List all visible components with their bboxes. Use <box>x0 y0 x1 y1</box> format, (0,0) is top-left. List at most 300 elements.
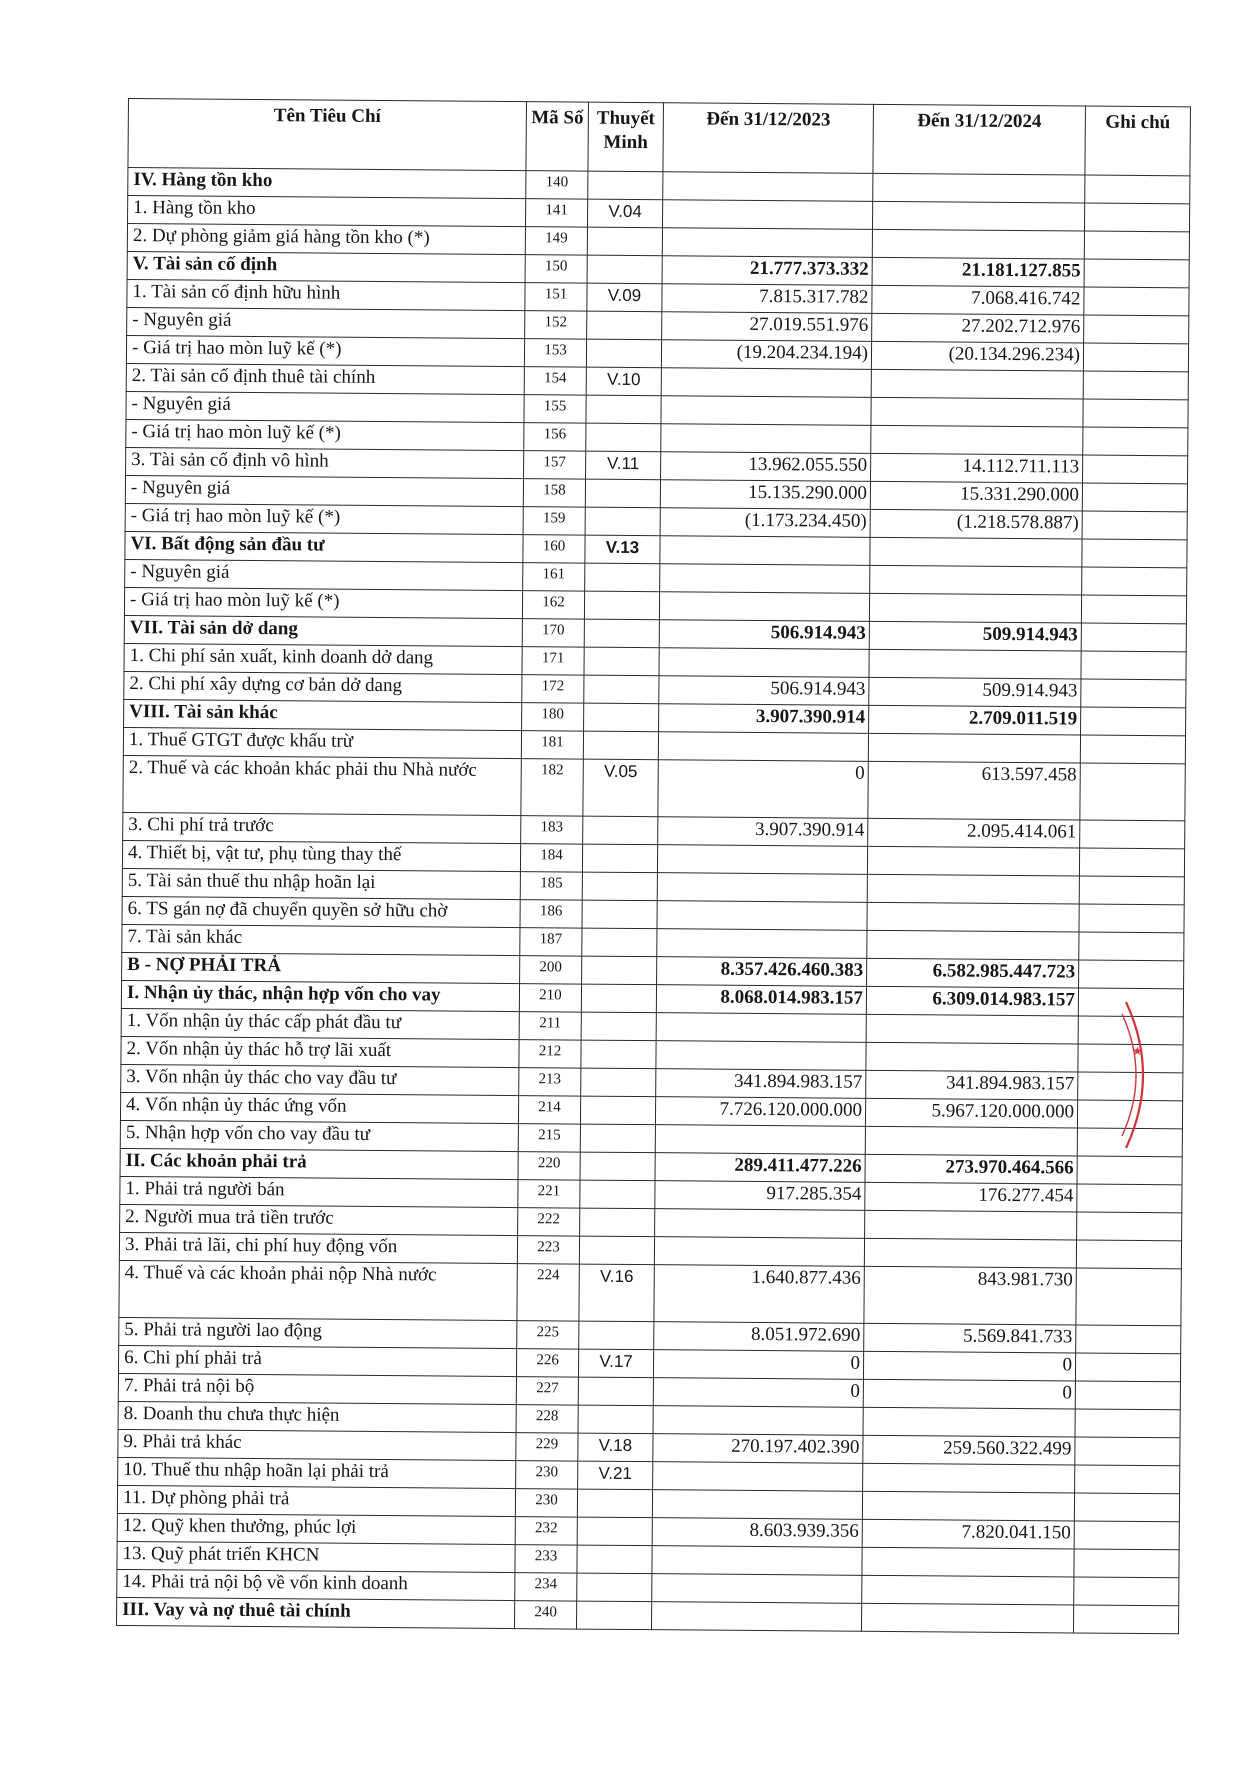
row-name: 2. Dự phòng giảm giá hàng tồn kho (*) <box>127 224 525 255</box>
row-value-2024: 21.181.127.855 <box>872 257 1084 287</box>
row-code: 221 <box>518 1180 580 1208</box>
row-note <box>586 395 661 424</box>
row-value-2023: 8.051.972.690 <box>654 1322 864 1352</box>
header-note: Thuyết Minh <box>588 102 664 172</box>
row-note <box>584 619 659 648</box>
row-value-2024 <box>862 1547 1074 1577</box>
row-note <box>581 984 656 1013</box>
row-remark <box>1081 595 1186 624</box>
row-remark <box>1083 427 1188 456</box>
row-note <box>579 1236 654 1265</box>
row-note <box>580 1152 655 1181</box>
row-name: - Giá trị hao mòn luỹ kế (*) <box>124 587 522 618</box>
row-value-2023: 21.777.373.332 <box>662 256 872 286</box>
row-value-2024: 341.894.983.157 <box>866 1070 1078 1100</box>
row-name: 2. Người mua trả tiền trước <box>120 1204 518 1235</box>
table-header <box>128 99 1191 176</box>
row-value-2023: (19.204.234.194) <box>661 340 871 370</box>
row-code: 211 <box>519 1012 581 1040</box>
row-remark <box>1084 287 1189 316</box>
row-name: 13. Quỹ phát triển KHCN <box>117 1541 515 1572</box>
row-value-2024: (1.218.578.887) <box>870 509 1082 539</box>
row-value-2023: 8.068.014.983.157 <box>656 985 866 1015</box>
row-remark <box>1075 1437 1180 1466</box>
row-remark <box>1084 259 1189 288</box>
row-value-2024: 259.560.322.499 <box>863 1435 1075 1465</box>
row-name: VIII. Tài sản khác <box>124 699 522 730</box>
row-note <box>577 1489 652 1518</box>
row-code: 187 <box>520 928 582 956</box>
row-value-2023 <box>655 1125 865 1155</box>
row-name: 3. Phải trả lãi, chi phí huy động vốn <box>119 1232 517 1263</box>
row-value-2024 <box>867 874 1079 904</box>
row-value-2024 <box>869 593 1081 623</box>
row-note: V.17 <box>578 1349 653 1378</box>
row-value-2024: 14.112.711.113 <box>871 453 1083 483</box>
row-remark <box>1074 1549 1179 1578</box>
row-remark <box>1075 1381 1180 1410</box>
row-value-2023 <box>657 929 867 959</box>
row-remark <box>1080 820 1185 849</box>
row-value-2024 <box>872 229 1084 259</box>
row-code: 140 <box>526 171 588 199</box>
row-name: B - NỢ PHẢI TRẢ <box>122 952 520 983</box>
row-remark <box>1078 988 1183 1017</box>
row-remark <box>1078 1016 1183 1045</box>
row-note: V.16 <box>579 1264 654 1322</box>
row-value-2024: 27.202.712.976 <box>872 313 1084 343</box>
row-value-2023: 0 <box>658 760 868 819</box>
row-remark <box>1084 315 1189 344</box>
row-remark <box>1079 876 1184 905</box>
row-note <box>579 1321 654 1350</box>
row-value-2023 <box>656 1013 866 1043</box>
row-value-2023: 0 <box>653 1350 863 1380</box>
row-code: 213 <box>519 1068 581 1096</box>
row-value-2024: 5.569.841.733 <box>864 1323 1076 1353</box>
row-name: 8. Doanh thu chưa thực hiện <box>118 1401 516 1432</box>
row-note: V.11 <box>586 451 661 480</box>
row-note <box>577 1573 652 1602</box>
row-name: - Nguyên giá <box>125 475 523 506</box>
row-note <box>582 956 657 985</box>
row-note <box>580 1180 655 1209</box>
row-remark <box>1084 231 1189 260</box>
row-note <box>586 423 661 452</box>
row-note <box>581 1012 656 1041</box>
row-name: - Giá trị hao mòn luỹ kế (*) <box>126 419 524 450</box>
row-remark <box>1077 1100 1182 1129</box>
row-value-2023 <box>662 228 872 258</box>
row-code: 158 <box>523 479 585 507</box>
row-code: 160 <box>523 535 585 563</box>
row-value-2024: 843.981.730 <box>864 1266 1076 1325</box>
row-remark <box>1081 679 1186 708</box>
row-name: 3. Tài sản cố định vô hình <box>126 447 524 478</box>
row-name: 1. Chi phí sản xuất, kinh doanh dở dang <box>124 643 522 674</box>
row-remark <box>1082 483 1187 512</box>
row-value-2023: 3.907.390.914 <box>658 817 868 847</box>
row-note <box>588 171 663 200</box>
row-remark <box>1083 455 1188 484</box>
row-code: 172 <box>522 675 584 703</box>
row-code: 183 <box>521 816 583 844</box>
row-value-2024 <box>868 733 1080 763</box>
row-name: 5. Tài sản thuế thu nhập hoãn lại <box>122 868 520 899</box>
row-code: 200 <box>520 956 582 984</box>
row-note <box>583 731 658 760</box>
row-value-2023 <box>661 368 871 398</box>
row-name: 2. Thuế và các khoản khác phải thu Nhà nước <box>123 755 521 815</box>
row-code: 161 <box>523 563 585 591</box>
row-name: - Giá trị hao mòn luỹ kế (*) <box>125 503 523 534</box>
row-name: 7. Phải trả nội bộ <box>118 1373 516 1404</box>
row-value-2023 <box>651 1602 861 1632</box>
row-code: 223 <box>517 1236 579 1264</box>
row-note <box>578 1405 653 1434</box>
row-value-2024: 15.331.290.000 <box>870 481 1082 511</box>
row-code: 152 <box>525 311 587 339</box>
row-value-2023: 8.357.426.460.383 <box>657 957 867 987</box>
row-value-2024 <box>864 1238 1076 1268</box>
row-note <box>581 1040 656 1069</box>
row-value-2023: (1.173.234.450) <box>660 508 870 538</box>
header-row <box>128 99 1191 176</box>
row-value-2023 <box>660 536 870 566</box>
row-value-2024: 6.309.014.983.157 <box>866 986 1078 1016</box>
row-remark <box>1078 1044 1183 1073</box>
row-note <box>584 703 659 732</box>
row-name: 3. Chi phí trả trước <box>123 812 521 843</box>
row-note: V.13 <box>585 535 660 564</box>
row-note <box>578 1377 653 1406</box>
row-value-2023 <box>657 845 867 875</box>
row-code: 186 <box>520 900 582 928</box>
row-name: 6. TS gán nợ đã chuyển quyền sở hữu chờ <box>122 896 520 927</box>
row-code: 181 <box>521 731 583 759</box>
row-remark <box>1075 1409 1180 1438</box>
row-code: 162 <box>522 591 584 619</box>
row-value-2024: 6.582.985.447.723 <box>867 958 1079 988</box>
row-note <box>584 647 659 676</box>
row-name: III. Vay và nợ thuê tài chính <box>117 1597 515 1628</box>
row-remark <box>1079 904 1184 933</box>
row-remark <box>1078 1072 1183 1101</box>
row-value-2024 <box>866 1042 1078 1072</box>
row-code: 229 <box>516 1433 578 1461</box>
row-name: 1. Tài sản cố định hữu hình <box>127 279 525 310</box>
row-remark <box>1083 371 1188 400</box>
row-remark <box>1081 623 1186 652</box>
row-code: 150 <box>525 255 587 283</box>
row-remark <box>1081 651 1186 680</box>
row-value-2024: 2.095.414.061 <box>868 818 1080 848</box>
row-note: V.21 <box>578 1461 653 1490</box>
row-value-2024 <box>862 1491 1074 1521</box>
row-code: 215 <box>518 1124 580 1152</box>
row-remark <box>1076 1325 1181 1354</box>
row-value-2023 <box>657 873 867 903</box>
row-value-2024: 613.597.458 <box>868 761 1080 820</box>
row-value-2023 <box>659 648 869 678</box>
row-code: 228 <box>516 1405 578 1433</box>
row-remark <box>1077 1156 1182 1185</box>
row-name: - Nguyên giá <box>127 307 525 338</box>
row-value-2024 <box>871 397 1083 427</box>
row-note <box>580 1096 655 1125</box>
row-remark <box>1074 1493 1179 1522</box>
row-remark <box>1074 1577 1179 1606</box>
row-value-2024: 7.820.041.150 <box>862 1519 1074 1549</box>
stamp-star-icon: ★ <box>1132 1044 1143 1058</box>
row-value-2024 <box>870 565 1082 595</box>
row-name: VI. Bất động sản đầu tư <box>125 531 523 562</box>
row-value-2024: 7.068.416.742 <box>872 285 1084 315</box>
row-note <box>587 311 662 340</box>
row-note <box>581 1068 656 1097</box>
row-value-2023 <box>653 1406 863 1436</box>
row-note <box>587 227 662 256</box>
row-code: 230 <box>516 1461 578 1489</box>
table-row <box>119 1260 1181 1325</box>
row-value-2023: 13.962.055.550 <box>661 452 871 482</box>
row-value-2024: 0 <box>863 1351 1075 1381</box>
row-code: 226 <box>516 1349 578 1377</box>
row-name: V. Tài sản cố định <box>127 251 525 282</box>
row-code: 171 <box>522 647 584 675</box>
row-value-2024: 509.914.943 <box>869 621 1081 651</box>
row-note <box>582 872 657 901</box>
row-remark <box>1077 1212 1182 1241</box>
row-code: 220 <box>518 1152 580 1180</box>
row-remark <box>1073 1605 1178 1634</box>
row-code: 141 <box>526 199 588 227</box>
row-remark <box>1083 343 1188 372</box>
row-note <box>585 563 660 592</box>
row-value-2024: 2.709.011.519 <box>869 705 1081 735</box>
row-value-2023 <box>654 1237 864 1267</box>
row-note <box>585 507 660 536</box>
row-value-2024 <box>861 1603 1073 1633</box>
row-value-2024 <box>870 537 1082 567</box>
row-value-2024 <box>867 902 1079 932</box>
row-name: 4. Vốn nhận ủy thác ứng vốn <box>120 1092 518 1123</box>
row-name: - Nguyên giá <box>125 559 523 590</box>
table-row <box>123 755 1185 820</box>
row-value-2023: 0 <box>653 1378 863 1408</box>
row-value-2024: (20.134.296.234) <box>871 341 1083 371</box>
row-name: 1. Hàng tồn kho <box>128 196 526 227</box>
row-value-2023: 506.914.943 <box>659 676 869 706</box>
row-code: 222 <box>518 1208 580 1236</box>
row-value-2023 <box>662 200 872 230</box>
row-name: 1. Phải trả người bán <box>120 1176 518 1207</box>
row-remark <box>1080 735 1185 764</box>
row-code: 159 <box>523 507 585 535</box>
row-value-2024 <box>863 1407 1075 1437</box>
row-name: 4. Thiết bị, vật tư, phụ tùng thay thế <box>122 840 520 871</box>
row-value-2023: 289.411.477.226 <box>655 1153 865 1183</box>
row-note <box>584 675 659 704</box>
row-name: 2. Vốn nhận ủy thác hỗ trợ lãi xuất <box>121 1036 519 1067</box>
row-name: 10. Thuế thu nhập hoãn lại phải trả <box>118 1457 516 1488</box>
row-name: VII. Tài sản dở dang <box>124 615 522 646</box>
row-value-2024 <box>872 201 1084 231</box>
row-name: 6. Chi phí phải trả <box>118 1345 516 1376</box>
row-name: 11. Dự phòng phải trả <box>117 1485 515 1516</box>
row-code: 182 <box>521 759 583 816</box>
row-value-2023 <box>657 901 867 931</box>
row-value-2024 <box>867 846 1079 876</box>
row-name: - Nguyên giá <box>126 391 524 422</box>
row-code: 151 <box>525 283 587 311</box>
row-value-2023: 8.603.939.356 <box>652 1518 862 1548</box>
row-name: 1. Thuế GTGT được khấu trừ <box>123 727 521 758</box>
row-remark <box>1074 1521 1179 1550</box>
row-note: V.05 <box>583 759 658 817</box>
row-name: 4. Thuế và các khoản phải nộp Nhà nước <box>119 1260 517 1320</box>
row-code: 156 <box>524 423 586 451</box>
row-value-2024 <box>866 1014 1078 1044</box>
row-code: 185 <box>520 872 582 900</box>
row-name: 1. Vốn nhận ủy thác cấp phát đầu tư <box>121 1008 519 1039</box>
row-name: 9. Phải trả khác <box>118 1429 516 1460</box>
row-value-2023 <box>660 564 870 594</box>
row-code: 153 <box>524 339 586 367</box>
row-value-2024: 5.967.120.000.000 <box>865 1098 1077 1128</box>
row-remark <box>1083 399 1188 428</box>
row-name: 5. Phải trả người lao động <box>119 1317 517 1348</box>
row-value-2024 <box>863 1463 1075 1493</box>
balance-sheet-table <box>116 98 1191 1634</box>
row-code: 230 <box>515 1489 577 1517</box>
row-value-2023 <box>658 732 868 762</box>
row-note <box>576 1601 651 1630</box>
row-remark <box>1077 1184 1182 1213</box>
row-remark <box>1077 1128 1182 1157</box>
row-name: 2. Tài sản cố định thuê tài chính <box>126 363 524 394</box>
row-code: 232 <box>515 1517 577 1545</box>
row-name: 3. Vốn nhận ủy thác cho vay đầu tư <box>121 1064 519 1095</box>
row-name: 2. Chi phí xây dựng cơ bản dở dang <box>124 671 522 702</box>
row-value-2024 <box>862 1575 1074 1605</box>
row-name: - Giá trị hao mòn luỹ kế (*) <box>126 335 524 366</box>
row-value-2023 <box>652 1574 862 1604</box>
row-note <box>584 591 659 620</box>
header-code: Mã Số <box>526 102 589 171</box>
row-value-2023: 270.197.402.390 <box>653 1434 863 1464</box>
row-value-2023: 7.726.120.000.000 <box>655 1097 865 1127</box>
row-value-2023 <box>652 1546 862 1576</box>
row-note: V.09 <box>587 283 662 312</box>
row-remark <box>1082 539 1187 568</box>
row-remark <box>1085 175 1190 204</box>
row-value-2023: 3.907.390.914 <box>659 704 869 734</box>
row-note: V.04 <box>588 199 663 228</box>
row-code: 240 <box>514 1601 576 1629</box>
row-remark <box>1075 1353 1180 1382</box>
row-code: 157 <box>524 451 586 479</box>
header-name: Tên Tiêu Chí <box>128 99 527 171</box>
row-code: 234 <box>515 1573 577 1601</box>
row-value-2023 <box>655 1209 865 1239</box>
table-body <box>117 168 1190 1634</box>
row-value-2024 <box>873 173 1085 203</box>
row-name: I. Nhận ủy thác, nhận hợp vốn cho vay <box>121 980 519 1011</box>
row-value-2023 <box>659 592 869 622</box>
row-value-2024 <box>871 425 1083 455</box>
row-remark <box>1080 763 1185 821</box>
row-value-2023: 506.914.943 <box>659 620 869 650</box>
row-code: 180 <box>522 703 584 731</box>
row-note <box>586 339 661 368</box>
row-remark <box>1079 960 1184 989</box>
row-note <box>577 1545 652 1574</box>
row-note <box>582 844 657 873</box>
row-value-2023 <box>663 172 873 202</box>
row-name: 5. Nhận hợp vốn cho vay đầu tư <box>120 1120 518 1151</box>
row-value-2023: 27.019.551.976 <box>662 312 872 342</box>
row-value-2024 <box>871 369 1083 399</box>
row-code: 225 <box>517 1321 579 1349</box>
row-remark <box>1081 707 1186 736</box>
row-note: V.18 <box>578 1433 653 1462</box>
row-value-2023: 15.135.290.000 <box>660 480 870 510</box>
row-code: 214 <box>518 1096 580 1124</box>
row-note <box>580 1124 655 1153</box>
row-value-2023: 341.894.983.157 <box>656 1069 866 1099</box>
row-value-2023: 7.815.317.782 <box>662 284 872 314</box>
row-code: 227 <box>516 1377 578 1405</box>
row-note: V.10 <box>586 367 661 396</box>
header-2024: Đến 31/12/2024 <box>873 104 1086 175</box>
row-value-2024: 0 <box>863 1379 1075 1409</box>
row-note <box>585 479 660 508</box>
row-name: 7. Tài sản khác <box>122 924 520 955</box>
row-note <box>582 900 657 929</box>
row-code: 149 <box>525 227 587 255</box>
header-remark: Ghi chú <box>1085 106 1191 176</box>
row-value-2024: 273.970.464.566 <box>865 1154 1077 1184</box>
row-value-2023 <box>652 1490 862 1520</box>
row-code: 212 <box>519 1040 581 1068</box>
row-value-2023 <box>656 1041 866 1071</box>
row-value-2024 <box>865 1126 1077 1156</box>
row-name: 14. Phải trả nội bộ về vốn kinh doanh <box>117 1569 515 1600</box>
row-remark <box>1076 1268 1181 1326</box>
row-code: 154 <box>524 367 586 395</box>
row-note <box>577 1517 652 1546</box>
row-code: 155 <box>524 395 586 423</box>
row-value-2023: 917.285.354 <box>655 1181 865 1211</box>
row-code: 170 <box>522 619 584 647</box>
row-code: 210 <box>519 984 581 1012</box>
row-value-2023 <box>661 424 871 454</box>
row-remark <box>1084 203 1189 232</box>
row-value-2024: 176.277.454 <box>865 1182 1077 1212</box>
row-name: IV. Hàng tồn kho <box>128 168 526 199</box>
row-value-2024 <box>865 1210 1077 1240</box>
row-remark <box>1082 511 1187 540</box>
row-value-2024 <box>867 930 1079 960</box>
row-code: 233 <box>515 1545 577 1573</box>
row-value-2024: 509.914.943 <box>869 677 1081 707</box>
row-remark <box>1082 567 1187 596</box>
row-remark <box>1079 848 1184 877</box>
row-code: 184 <box>520 844 582 872</box>
row-remark <box>1075 1465 1180 1494</box>
row-note <box>587 255 662 284</box>
